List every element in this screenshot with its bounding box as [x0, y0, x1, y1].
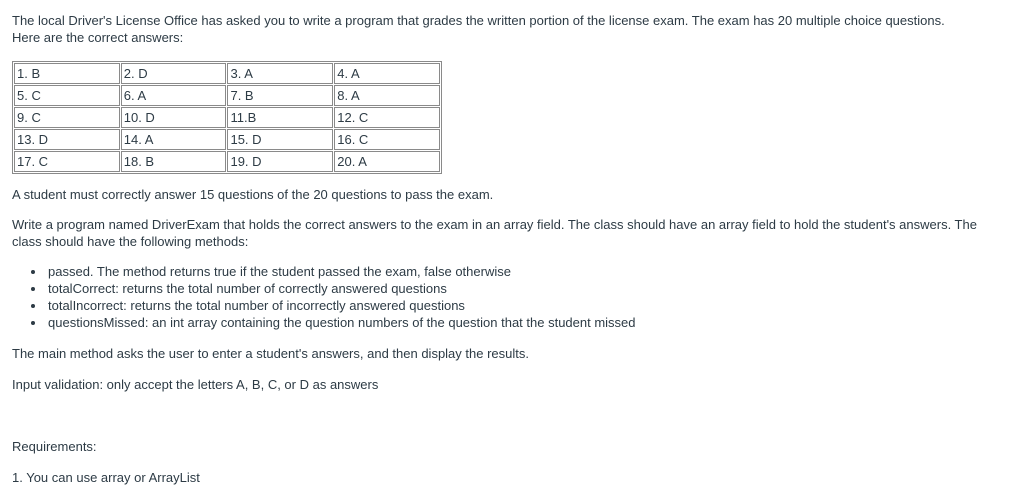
answer-cell: 12. C: [334, 107, 440, 128]
main-method-description: The main method asks the user to enter a student's answers, and then display the results.: [12, 346, 529, 361]
table-row: [14, 85, 440, 106]
table-row: [14, 151, 440, 172]
table-row: [14, 129, 440, 150]
answer-cell: 11.B: [227, 107, 333, 128]
program-description: Write a program named DriverExam that holds the correct answers to the exam in an array field. The class should have an array field to hold the student's answers. The class should have the following methods:: [12, 217, 977, 249]
input-validation: Input validation: only accept the letters A, B, C, or D as answers: [12, 377, 379, 392]
list-item: • totalCorrect: returns the total number of correctly answered questions: [46, 280, 1012, 297]
table-row: [14, 63, 440, 84]
answer-cell: 6. A: [121, 85, 227, 106]
intro-paragraph: The local Driver's License Office has asked you to write a program that grades the written portion of the license exam. The exam has 20 multiple choice questions. Here are the correct answers:: [12, 13, 945, 45]
answer-cell: 16. C: [334, 129, 440, 150]
correct-answers-table: [12, 61, 442, 174]
answer-cell: 10. D: [121, 107, 227, 128]
answer-cell: 2. D: [121, 63, 227, 84]
answer-cell: 14. A: [121, 129, 227, 150]
answer-cell: 7. B: [227, 85, 333, 106]
list-item: • totalIncorrect: returns the total number of incorrectly answered questions: [46, 297, 1012, 314]
methods-list: [12, 263, 1012, 331]
table-row: [14, 107, 440, 128]
pass-requirement: A student must correctly answer 15 questions of the 20 questions to pass the exam.: [12, 187, 494, 202]
answer-cell: 20. A: [334, 151, 440, 172]
answer-cell: 3. A: [227, 63, 333, 84]
answer-cell: 13. D: [14, 129, 120, 150]
list-item: • questionsMissed: an int array containing the question numbers of the question that the student missed: [46, 314, 1012, 331]
answer-cell: 9. C: [14, 107, 120, 128]
requirement-item: 1. You can use array or ArrayList: [12, 470, 200, 485]
answer-cell: 4. A: [334, 63, 440, 84]
answer-cell: 5. C: [14, 85, 120, 106]
answer-cell: 8. A: [334, 85, 440, 106]
answer-cell: 15. D: [227, 129, 333, 150]
answer-cell: 1. B: [14, 63, 120, 84]
requirements-heading: Requirements:: [12, 439, 97, 454]
assignment-document: [12, 12, 1012, 486]
list-item: • passed. The method returns true if the student passed the exam, false otherwise: [46, 263, 1012, 280]
answer-cell: 17. C: [14, 151, 120, 172]
answer-cell: 18. B: [121, 151, 227, 172]
answer-cell: 19. D: [227, 151, 333, 172]
